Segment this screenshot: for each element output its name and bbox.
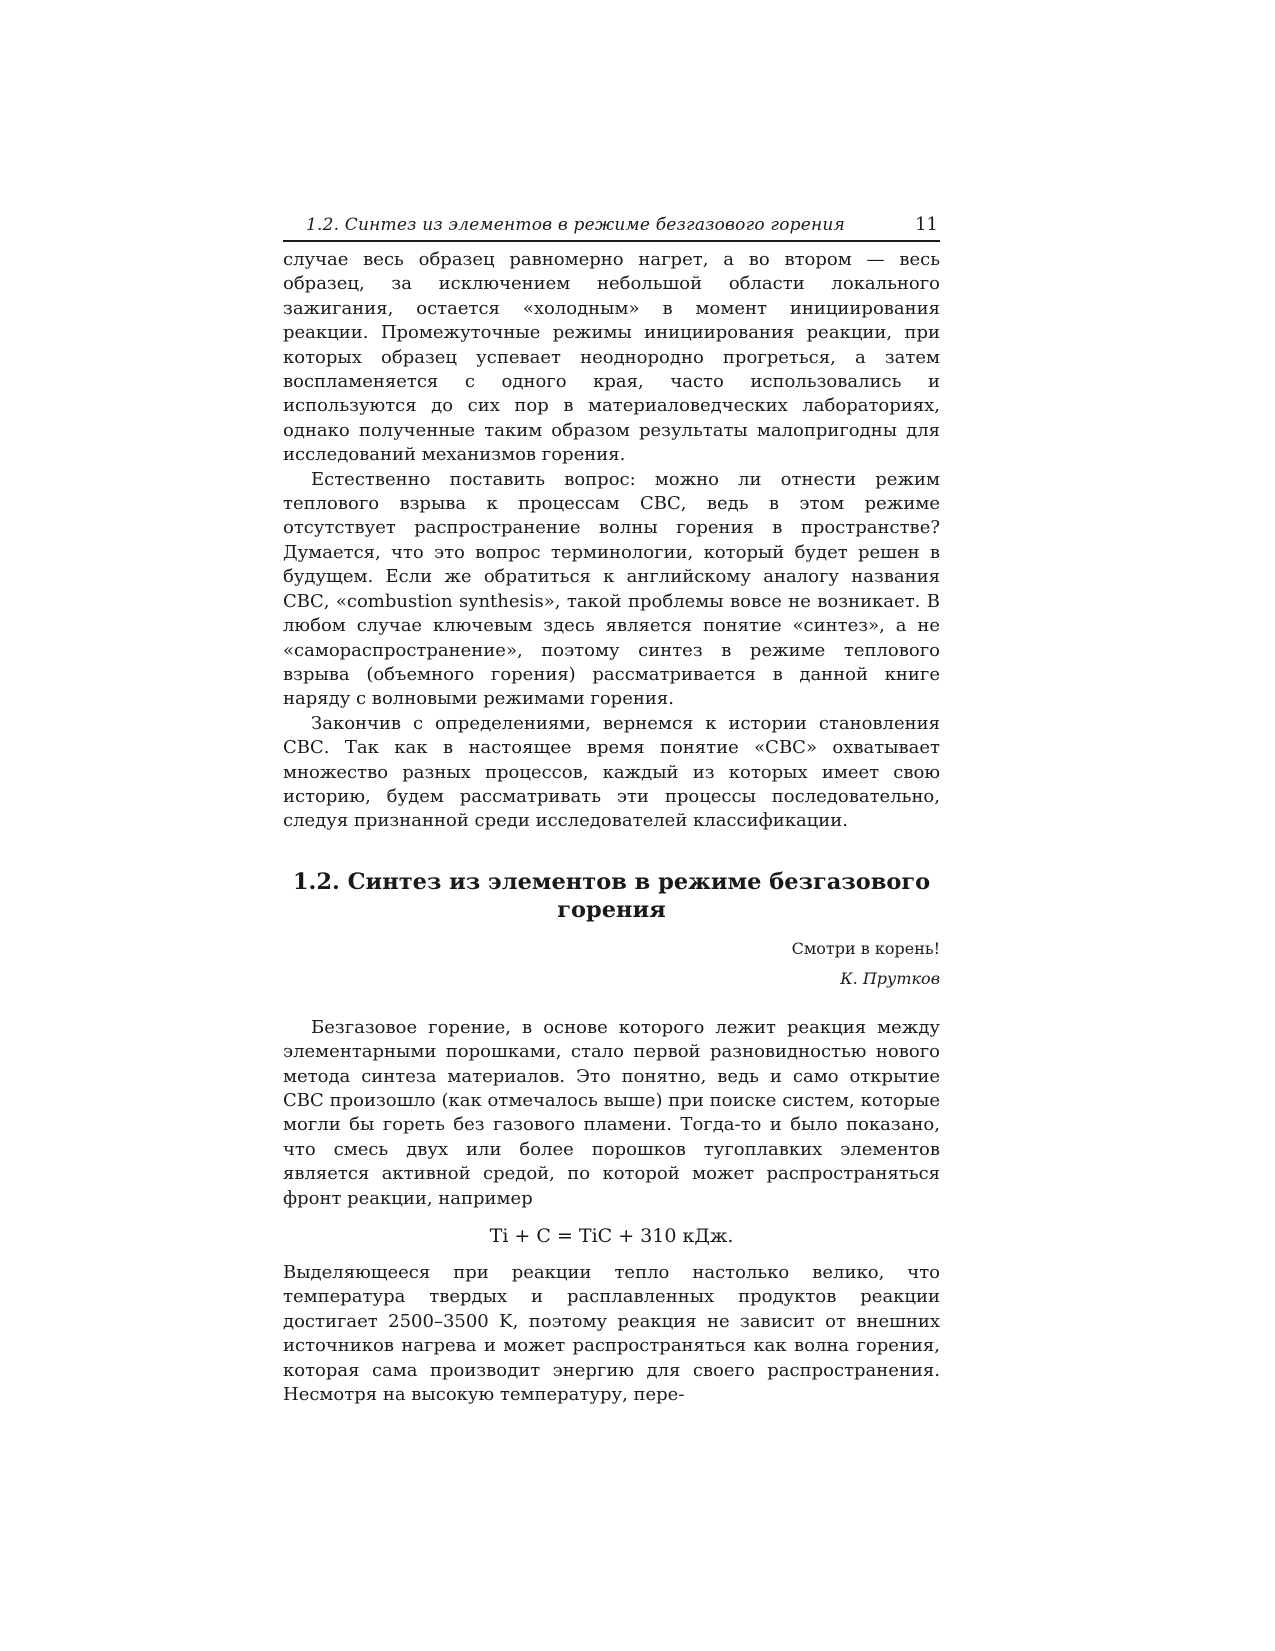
page-number: 11 [915, 214, 938, 235]
chemical-equation: Ti + C = TiC + 310 кДж. [489, 1225, 734, 1247]
paragraph: Безгазовое горение, в основе которого лежит реакция между элементарными порошками, стало первой разновидностью нового метода синтеза материалов. Это понятно, ведь и само открытие СВС произошло (как отмечалось выше) при поиске систем, которые могли бы гореть без газового пламени. Тогда-то и было показано, что смесь двух или более порошков тугоплавких элементов является активной средой, по которой может распространяться фронт реакции, например [283, 1016, 940, 1209]
epigraph [283, 934, 940, 994]
epigraph-text: Смотри в корень! [791, 938, 940, 958]
paragraph: Закончив с определениями, вернемся к истории становления СВС. Так как в настоящее время понятие «СВС» охватывает множество разных процессов, каждый из которых имеет свою историю, будем рассматривать эти процессы последовательно, следуя признанной среди исследователей классификации. [283, 712, 940, 832]
section-heading: 1.2. Синтез из элементов в режиме безгазового горения [292, 868, 931, 923]
book-page [283, 210, 940, 1407]
section-text [283, 1016, 940, 1408]
continued-text [283, 248, 940, 834]
running-head-title: 1.2. Синтез из элементов в режиме безгазового горения [305, 215, 845, 235]
paragraph: Выделяющееся при реакции тепло настолько велико, что температура твердых и расплавленных продуктов реакции достигает 2500–3500 K, поэтому реакция не зависит от внешних источников нагрева и может распространяться как волна горения, которая сама производит энергию для своего распространения. Несмотря на высокую температуру, пере- [283, 1262, 940, 1406]
running-head [283, 210, 940, 242]
paragraph: случае весь образец равномерно нагрет, а во втором — весь образец, за исключением небольшой области локального зажигания, остается «холодным» в момент инициирования реакции. Промежуточные режимы инициирования реакции, при которых образец успевает неоднородно прогреться, а затем воспламеняется с одного края, часто использовались и используются до сих пор в материаловедческих лабораториях, однако полученные таким образом результаты малопригодны для исследований механизмов горения. [283, 249, 940, 466]
paragraph: Естественно поставить вопрос: можно ли отнести режим теплового взрыва к процессам СВС, ведь в этом режиме отсутствует распространение волны горения в пространстве? Думается, что это вопрос терминологии, который будет решен в будущем. Если же обратиться к английскому аналогу названия СВС, «combustion synthesis», такой проблемы вовсе не возникает. В любом случае ключевым здесь является понятие «синтез», а не «самораспространение», поэтому синтез в режиме теплового взрыва (объемного горения) рассматривается в данной книге наряду с волновыми режимами горения. [283, 468, 940, 710]
epigraph-author: К. Прутков [840, 968, 940, 988]
